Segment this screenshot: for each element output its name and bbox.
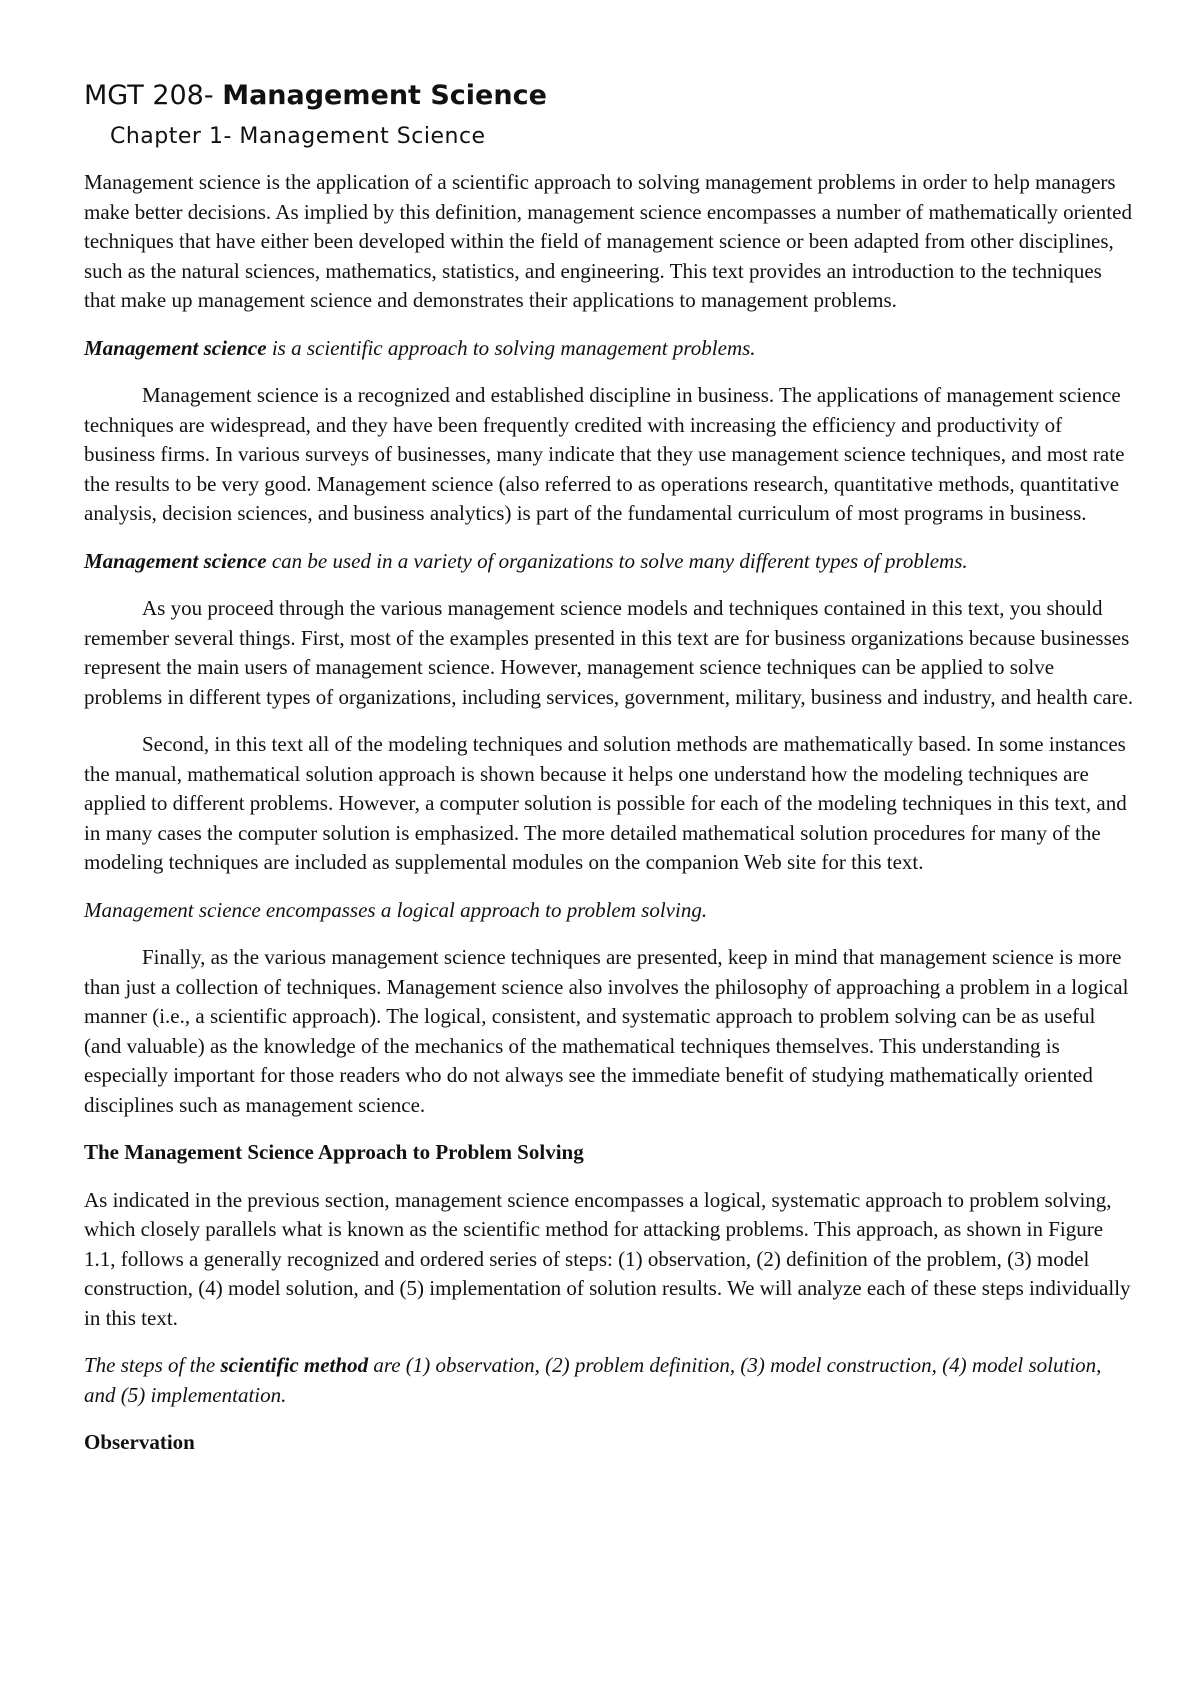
note-text: are (1) observation, (2) problem definition, (3) model construction, (4) model solution, and (5) implementation. <box>84 1353 1102 1407</box>
note-term: Management science <box>84 548 267 573</box>
margin-note-logical: Management science encompasses a logical approach to problem solving. <box>84 897 708 922</box>
note-text: is a scientific approach to solving management problems. <box>266 335 756 360</box>
document-title <box>84 78 1136 114</box>
paragraph-finally: Finally, as the various management science techniques are presented, keep in mind that management science is more than just a collection of techniques. Management science also involves the philosophy of approaching a problem in a logical manner (i.e., a scientific approach). The logical, consistent, and systematic approach to problem solving can be as useful (and valuable) as the knowledge of the mechanics of the mathematical techniques themselves. This understanding is especially important for those readers who do not always see the immediate benefit of studying mathematically oriented disciplines such as management science. <box>84 945 1129 1117</box>
note-text: The steps of the <box>84 1353 221 1377</box>
paragraph-proceed: As you proceed through the various management science models and techniques contained in this text, you should remember several things. First, most of the examples presented in this text are for business organizations because businesses represent the main users of management science. However, management science techniques can be applied to solve problems in different types of organizations, including services, government, military, business and industry, and health care. <box>84 596 1134 709</box>
note-text: can be used in a variety of organizations to solve many different types of problems. <box>266 548 968 573</box>
paragraph-discipline: Management science is a recognized and established discipline in business. The applications of management science techniques are widespread, and they have been frequently credited with increasing the efficiency and productivity of business firms. In various surveys of businesses, many indicate that they use management science techniques, and most rate the results to be very good. Management science (also referred to as operations research, quantitative methods, quantitative analysis, decision sciences, and business analytics) is part of the fundamental curriculum of most programs in business. <box>84 383 1125 525</box>
paragraph-second: Second, in this text all of the modeling techniques and solution methods are mathematically based. In some instances the manual, mathematical solution approach is shown because it helps one understand how the modeling techniques are applied to different problems. However, a computer solution is possible for each of the modeling techniques in this text, and in many cases the computer solution is emphasized. The more detailed mathematical solution procedures for many of the modeling techniques are included as supplemental modules on the companion Web site for this text. <box>84 732 1127 874</box>
section-heading-observation: Observation <box>84 1430 195 1454</box>
chapter-title: Chapter 1- Management Science <box>110 124 486 149</box>
course-code: MGT 208- <box>84 80 223 111</box>
margin-note-definition <box>84 334 1136 364</box>
course-name: Management Science <box>222 80 547 111</box>
margin-note-organizations <box>84 547 1136 577</box>
document-page <box>84 78 1136 1476</box>
note-term: scientific method <box>220 1353 369 1377</box>
note-term: Management science <box>84 335 267 360</box>
paragraph-intro: Management science is the application of a scientific approach to solving management problems in order to help managers make better decisions. As implied by this definition, management science encompasses a number of mathematically oriented techniques that have either been developed within the field of management science or been adapted from other disciplines, such as the natural sciences, mathematics, statistics, and engineering. This text provides an introduction to the techniques that make up management science and demonstrates their applications to management problems. <box>84 170 1132 312</box>
paragraph-approach: As indicated in the previous section, management science encompasses a logical, systematic approach to problem solving, which closely parallels what is known as the scientific method for attacking problems. This approach, as shown in Figure 1.1, follows a generally recognized and ordered series of steps: (1) observation, (2) definition of the problem, (3) model construction, (4) model solution, and (5) implementation of solution results. We will analyze each of these steps individually in this text. <box>84 1187 1131 1330</box>
margin-note-steps <box>84 1351 1136 1410</box>
section-heading-approach: The Management Science Approach to Problem Solving <box>84 1140 584 1164</box>
